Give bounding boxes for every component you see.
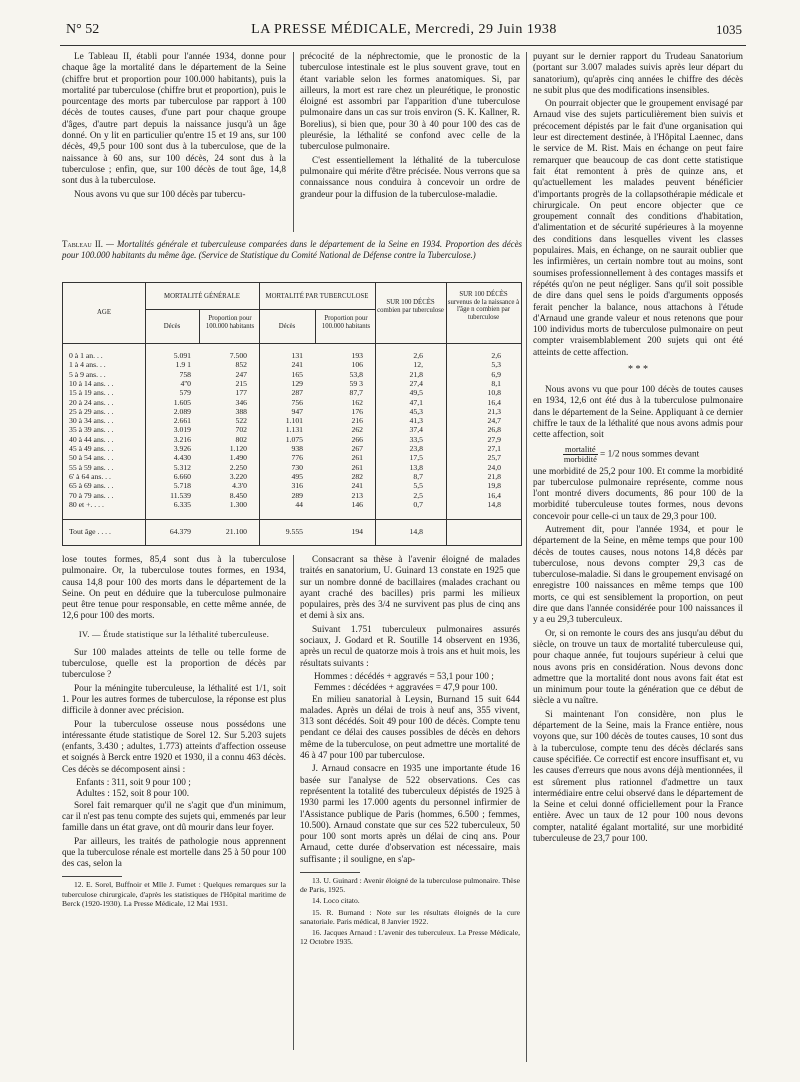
- table-cell: 1.605: [173, 397, 191, 407]
- footnote: 16. Jacques Arnaud : L'avenir des tuberculeux. La Presse Médicale, 12 Octobre 1935.: [300, 928, 520, 947]
- table-cell: 41,3: [409, 416, 423, 426]
- table-row: [63, 444, 521, 453]
- table-cell: 30 à 34 ans. . .: [69, 416, 114, 426]
- table-col-line: [315, 309, 316, 343]
- paragraph: Or, si on remonte le cours des ans jusqu'au début du siècle, on trouve un taux de mortalité tuberculeuse qui, pour chaque année, fut toujours supérieur à celui que nous avons pris en considération. Nous devons donc admettre que la mortalité dont nous avons fait état est un minimum pour toute la génération que ce début de siècle a vu naître.: [533, 628, 743, 707]
- table-cell: 49,5: [409, 388, 423, 398]
- list-item: Adultes : 152, soit 8 pour 100.: [76, 789, 190, 800]
- table-cell: 131: [291, 351, 303, 360]
- table-row: [63, 500, 521, 509]
- table-cell: 522: [235, 416, 247, 426]
- fraction-numerator: mortalité: [565, 443, 596, 454]
- column-1-bottom: [62, 555, 286, 910]
- table-cell: 106: [351, 360, 363, 370]
- table-cell: 316: [291, 481, 303, 491]
- table-row: [63, 491, 521, 500]
- paragraph: Suivant 1.751 tuberculeux pulmonaires assurés sociaux, J. Godard et R. Soutille 14 observent en 1936, après un recul de quatorze mois à trois ans et huit mois, les résultats suivants :: [300, 624, 520, 669]
- table-cell: 44: [295, 499, 303, 509]
- head-general: MORTALITÉ GÉNÉRALE: [164, 293, 240, 300]
- table-cell: 53,8: [349, 369, 363, 379]
- table-cell: 289: [291, 490, 303, 500]
- head-sur100: SUR 100 DÉCÈS combien par tuberculose: [377, 299, 444, 314]
- table-cell: 1.9 1: [175, 360, 191, 370]
- head-age: AGE: [97, 309, 111, 316]
- table-cell: 938: [291, 444, 303, 453]
- table-cell: 241: [351, 481, 363, 491]
- table-cell: 19,8: [487, 481, 501, 491]
- table-cell: 802: [235, 434, 247, 444]
- table-cell: 16,4: [487, 490, 501, 500]
- table-cell: 194: [351, 527, 363, 536]
- table-cell: 2,6: [491, 351, 501, 360]
- table-cell: 2,6: [413, 351, 423, 360]
- table-cell: 9.555: [285, 527, 303, 536]
- table-cell: 193: [351, 351, 363, 360]
- fraction: [563, 445, 598, 464]
- table-cell: 21,3: [487, 406, 501, 416]
- paragraph: Consacrant sa thèse à l'avenir éloigné de malades traités en sanatorium, U. Guinard 13 constate en 1925 que sur un nombre donné de bacillaires (malades crachant ou ayant craché des bacilles) pris parmi les milieux populaires, près des 3/4 ne survivent pas plus de cinq ans et demi à six ans.: [300, 555, 520, 622]
- table-row: [63, 360, 521, 369]
- paragraph: Autrement dit, pour l'année 1934, et pour le département de la Seine, en même temps que pour 100 décès de toutes causes, nous notons 14,8 décès par tuberculose, nous devons compter 29,3 cas de tuberculose-maladie. Si dans le groupement envisagé on enregistre 100 naissances en même temps que 100 morts, ce qui est sensiblement la proportion, on peut dire que dans l'année considérée pour 100 naissances il y a eu 29,3 tuberculeux.: [533, 524, 743, 626]
- table-cell: 55 à 59 ans. . .: [69, 462, 114, 472]
- footnote: 15. R. Burnand : Note sur les résultats éloignés de la cure sanatoriale. Paris médical, 8 Janvier 1922.: [300, 907, 520, 926]
- table-cell: 730: [291, 462, 303, 472]
- table-cell: 1 à 4 ans. . .: [69, 360, 106, 370]
- column-divider: [293, 555, 294, 1050]
- column-3: [533, 52, 743, 847]
- table-cell: 10 à 14 ans. . .: [69, 378, 114, 388]
- table-cell: 5.091: [173, 351, 191, 360]
- column-divider: [526, 52, 527, 1062]
- footnote: 14. Loco citato.: [312, 896, 360, 906]
- head-prop-tb: Proportion pour 100.000 habitants: [321, 315, 371, 330]
- table-cell: 50 à 54 ans. . .: [69, 453, 114, 463]
- table-cell: 17,5: [409, 453, 423, 463]
- table-cell: 267: [351, 444, 363, 453]
- table-cell: 215: [235, 378, 247, 388]
- paragraph: En milieu sanatorial à Leysin, Burnand 15 suit 644 malades. Après un délai de trois à neuf ans, 355 vivent, 313 sont décédés. Soit 49 pour 100 de décès. Compte tenu pendant ce délai des causes possibles de décès en dehors même de la tuberculose, on peut admettre une mortalité de 46 à 47 pour 100 par tuberculose.: [300, 694, 520, 762]
- paragraph: Sur 100 malades atteints de telle ou telle forme de tuberculose, quelle est la proportion de décès par tuberculose ?: [62, 647, 286, 681]
- caption-label: Tableau II.: [62, 239, 103, 249]
- table-cell: 947: [291, 406, 303, 416]
- table-row: [63, 453, 521, 462]
- head-sur100-cum: SUR 100 DÉCÈS survenus de la naissance à l'âge n combien par tuberculose: [447, 291, 520, 321]
- section-heading: IV. — Étude statistique sur la léthalité tuberculeuse.: [78, 629, 270, 639]
- header-rule: [60, 45, 746, 46]
- table-cell: 287: [291, 388, 303, 398]
- table-cell: 5,3: [491, 360, 501, 370]
- table-cell: 177: [235, 388, 247, 398]
- paragraph: Le Tableau II, établi pour l'année 1934, donne pour chaque âge la mortalité dans le département de la Seine (chiffre brut et proportion pour 100.000 habitants), puis la mortalité par tuberculose (chiffre brut et proportion), puis le pourcentage des morts par tuberculose par rapport à 100 décès de toutes causes, d'une part pour chaque groupe d'âges, d'autre part depuis la naissance jusqu'à un âge donné. On y lit en particulier qu'entre 15 et 19 ans, sur 100 décès, 49,5 pour 100 sont dus à la tuberculose, que de la naissance à 60 ans, sur 100 décès, 24 sont dus à la tuberculose ; enfin, que, sur 100 décès de tout âge, 14,8 sont dus à la tuberculose.: [62, 52, 286, 187]
- paragraph: lose toutes formes, 85,4 sont dus à la tuberculose pulmonaire. Or, la tuberculose toutes formes, en 1934, causa 14,8 pour 100 des morts dans le département de la Seine. On peut en déduire que la tuberculose pulmonaire peut être tenue pour responsable, en cette même année, de 12,6 pour 100 des morts.: [62, 555, 286, 622]
- table-cell: 87,7: [349, 388, 363, 398]
- table-cell: 13,8: [409, 462, 423, 472]
- table-cell: 3.220: [229, 471, 247, 481]
- table-cell: 6,9: [491, 369, 501, 379]
- table-cell: 14,8: [487, 499, 501, 509]
- table-cell: 8,7: [413, 471, 423, 481]
- table-cell: 776: [291, 453, 303, 463]
- column-divider: [293, 52, 294, 232]
- table-cell: 4''0: [180, 378, 191, 388]
- list-item: Femmes : décédées + aggravées = 47,9 pour 100.: [314, 683, 498, 694]
- table-cell: 1.101: [285, 416, 303, 426]
- table-cell: 162: [351, 397, 363, 407]
- table-cell: 80 et +. . . .: [69, 499, 104, 509]
- head-deces: Décès: [163, 323, 181, 330]
- table-cell: 6.660: [173, 471, 191, 481]
- table-cell: 216: [351, 416, 363, 426]
- head-tb: MORTALITÉ PAR TUBERCULOSE: [265, 293, 369, 300]
- table-cell: 0,7: [413, 499, 423, 509]
- table-cell: 37,4: [409, 425, 423, 435]
- table-cell: 25 à 29 ans. . .: [69, 406, 114, 416]
- table-cell: 12,: [413, 360, 423, 370]
- table-row: [63, 416, 521, 425]
- paragraph: Par ailleurs, les traités de pathologie nous apprennent que la tuberculose rénale est mortelle dans 25 à 50 pour 100 des cas, selon la: [62, 836, 286, 870]
- table-row: [63, 481, 521, 490]
- column-1-top: [62, 52, 286, 203]
- table-cell: 20 à 24 ans. . .: [69, 397, 114, 407]
- table-cell: 27,9: [487, 434, 501, 444]
- head-deces-tb: Décès: [278, 323, 296, 330]
- table-row: [63, 370, 521, 379]
- paragraph: Sorel fait remarquer qu'il ne s'agit que d'un minimum, car il n'est pas tenu compte des sujets qui, emmenés par leur famille dans un état grave, ont dû mourir dans leur foyer.: [62, 800, 286, 834]
- page-number: N° 52: [66, 22, 100, 37]
- table-cell: 1.490: [229, 453, 247, 463]
- table-cell: 5.312: [173, 462, 191, 472]
- table-cell: 26,8: [487, 425, 501, 435]
- table-row: [63, 351, 521, 360]
- formula-tail: nous sommes devant: [621, 449, 700, 460]
- table-cell: 23,8: [409, 444, 423, 453]
- table-cell: 756: [291, 397, 303, 407]
- list-item: Hommes : décédés + aggravés = 53,1 pour 100 ;: [314, 671, 494, 682]
- table-cell: 262: [351, 425, 363, 435]
- table-cell: 5.718: [173, 481, 191, 491]
- table-row: [63, 425, 521, 434]
- table-cell: 5,5: [413, 481, 423, 491]
- table-cell: 247: [235, 369, 247, 379]
- section-break-asterisks: * * *: [628, 364, 648, 376]
- table-cell: 8.450: [229, 490, 247, 500]
- table-cell: 27,1: [487, 444, 501, 453]
- table-cell: 1.120: [229, 444, 247, 453]
- table-cell: 3.019: [173, 425, 191, 435]
- footnote-rule: [300, 872, 360, 873]
- table-cell: 15 à 19 ans. . .: [69, 388, 114, 398]
- fraction-denominator: morbidité: [563, 453, 597, 464]
- table-cell: 6.335: [173, 499, 191, 509]
- table-cell: 25,7: [487, 453, 501, 463]
- table-cell: 1.300: [229, 499, 247, 509]
- table-cell: 24,0: [487, 462, 501, 472]
- paragraph: puyant sur le dernier rapport du Trudeau Sanatorium (portant sur 3.007 malades suivis après leur départ du sanatorium), qu'après cinq années le chiffre des décès ne subit plus que des modifications insensibles.: [533, 52, 743, 96]
- table-cell: 4.430: [173, 453, 191, 463]
- paragraph: Si maintenant l'on considère, non plus le département de la Seine, mais la France entière, nous voyons que, sur 100 décès de toutes causes, 10 sont dus à la tuberculose, compte tenu des décès déclarés sans cause spécifiée. Ce correctif est encore insuffisant et, vu les causes d'erreurs que nous avons déjà mentionnées, il est sûrement plus rationnel d'admettre un taux intermédiaire entre celui observé dans le département de la Seine et celui donné officiellement pour la France entière. Avec un taux de 12 pour 100 nous devons compter, natalité égalant mortalité, sur une morbidité tuberculeuse de 23,7 pour 100.: [533, 709, 743, 844]
- table-total-line: [63, 519, 521, 520]
- table-cell: 241: [291, 360, 303, 370]
- table-row: [63, 463, 521, 472]
- paragraph: précocité de la néphrectomie, que le pronostic de la tuberculose intestinale est le plus souvent grave, tout en étant variable selon les formes anatomiques. Si, par ailleurs, la mort est rare chez un pleurétique, le pronostic éloigné est assombri par l'apparition d'une tuberculose pulmonaire dans un cas sur trois environ (S. K. Kallner, R. Borelius), si bien que, pour 30 à 40 pour 100 des cas de pleurésie, la léthalité se confond avec celle de la tuberculose pulmonaire.: [300, 52, 520, 153]
- table-cell: 2.250: [229, 462, 247, 472]
- table-caption: [62, 239, 522, 260]
- table-cell: 24,7: [487, 416, 501, 426]
- table-cell: 45,3: [409, 406, 423, 416]
- journal-title: LA PRESSE MÉDICALE, Mercredi, 29 Juin 1938: [251, 22, 557, 37]
- table-row: [63, 435, 521, 444]
- table-cell: 146: [351, 499, 363, 509]
- table-head-line: [63, 343, 521, 344]
- table-cell: 21,8: [487, 471, 501, 481]
- paragraph: une morbidité de 25,2 pour 100. Et comme la morbidité par tuberculose pulmonaire représente, comme nous l'ont montré divers documents, 86 pour 100 de la morbidité tuberculeuse toutes formes, nous devons concevoir pour celle-ci un taux de 29,3 pour 100.: [533, 466, 743, 522]
- table-cell: 346: [235, 397, 247, 407]
- table-cell: 10,8: [487, 388, 501, 398]
- table-cell: 6' à 64 ans. . .: [69, 471, 111, 481]
- table-cell: 21,8: [409, 369, 423, 379]
- table-cell: 35 à 39 ans. . .: [69, 425, 114, 435]
- table-head-line: [145, 309, 375, 310]
- table-cell: 45 à 49 ans. . .: [69, 444, 114, 453]
- footnote: 12. E. Sorel, Buffnoir et Mlle J. Fumet : Quelques remarques sur la tuberculose chirurgicale, d'après les statistiques de l'Hôpital maritime de Berck (1920-1930). La Presse Médicale, 12 Mai 1931.: [62, 880, 286, 908]
- table-row: [63, 379, 521, 388]
- caption-text: — Mortalités générale et tuberculeuse comparées dans le département de la Seine en 1934. Proportion des décès pour 100.000 habitants du même âge. (Service de Statistique du Comité National de Défense contre la Tuberculose.): [62, 239, 522, 260]
- table-cell: 21.100: [225, 527, 247, 536]
- table-cell: 33,5: [409, 434, 423, 444]
- table-cell: 261: [351, 462, 363, 472]
- table-cell: 3.926: [173, 444, 191, 453]
- head-prop: Proportion pour 100.000 habitants: [205, 315, 255, 330]
- table-cell: 852: [235, 360, 247, 370]
- mortality-table: [62, 282, 522, 546]
- table-col-line: [199, 309, 200, 343]
- formula: [563, 445, 743, 464]
- table-cell: 282: [351, 471, 363, 481]
- table-cell: 702: [235, 425, 247, 435]
- table-cell: 213: [351, 490, 363, 500]
- paragraph: Pour la méningite tuberculeuse, la léthalité est 1/1, soit 1. Pour les autres formes de tuberculose, la réponse est plus difficile à donner avec précision.: [62, 683, 286, 717]
- table-cell: 70 à 79 ans. . .: [69, 490, 114, 500]
- page-header: [66, 22, 742, 42]
- paragraph: Pour la tuberculose osseuse nous possédons une intéressante étude statistique de Sorel 12. Sur 5.203 sujets (enfants, 3.430 ; adultes, 1.773) atteints d'affection osseuse et soignés à Berck entre 1920 et 1930, il a connu 463 décès. Ces décès se décomposent ainsi :: [62, 719, 286, 775]
- table-cell: 64.379: [169, 527, 191, 536]
- table-cell: 5 à 9 ans. . .: [69, 369, 106, 379]
- table-cell: 0 à 1 an. . .: [69, 351, 103, 360]
- paragraph: Nous avons vu que pour 100 décès de toutes causes en 1934, 12,6 ont été dus à la tuberculose pulmonaire dans le département de la Seine. Appliquant à ce dernier chiffre le taux de la léthalité que nous avons admis pour cette affection, soit: [533, 385, 743, 441]
- table-total-row: [63, 527, 521, 536]
- table-cell: 2,5: [413, 490, 423, 500]
- table-cell: 1.131: [285, 425, 303, 435]
- table-cell: 59 3: [349, 378, 363, 388]
- table-cell: 7.500: [229, 351, 247, 360]
- table-cell: 758: [179, 369, 191, 379]
- footnote: 13. U. Guinard : Avenir éloigné de la tuberculose pulmonaire. Thèse de Paris, 1925.: [300, 876, 520, 895]
- table-cell: Tout âge . . . .: [69, 527, 111, 536]
- table-cell: 2.089: [173, 406, 191, 416]
- table-cell: 65 à 69 ans. . .: [69, 481, 114, 491]
- table-row: [63, 407, 521, 416]
- folio: 1035: [716, 22, 742, 37]
- table-cell: 11.539: [170, 490, 191, 500]
- paragraph: Nous avons vu que sur 100 décès par tubercu-: [74, 189, 246, 200]
- table-cell: 16,4: [487, 397, 501, 407]
- paragraph: J. Arnaud consacre en 1935 une importante étude 16 basée sur l'analyse de 522 observations. Ces cas représentent la totalité des tuberculeux dépistés de 1925 à 1930 parmi les 17.000 agents du personnel infirmier de l'Assistance publique de Paris (hommes, 6.500 ; femmes, 10.500). Arnaud constate que sur ces 522 tuberculeux, 50 pour 100 sont morts après un délai de cinq ans. Pour Arnaud, cette durée d'observation est nécessaire, mais suffisante ; il souligne, en s'ap-: [300, 764, 520, 865]
- table-cell: 176: [351, 406, 363, 416]
- table-cell: 2.661: [173, 416, 191, 426]
- table-cell: 4.3'0: [232, 481, 247, 491]
- list-item: Enfants : 311, soit 9 pour 100 ;: [76, 778, 191, 789]
- table-row: [63, 472, 521, 481]
- table-cell: 266: [351, 434, 363, 444]
- column-2-top: [300, 52, 520, 203]
- table-cell: 27,4: [409, 378, 423, 388]
- table-cell: 165: [291, 369, 303, 379]
- table-cell: 8,1: [491, 378, 501, 388]
- table-cell: 14,8: [409, 527, 423, 536]
- table-cell: 47,1: [409, 397, 423, 407]
- table-cell: 3.216: [173, 434, 191, 444]
- table-cell: 261: [351, 453, 363, 463]
- table-cell: 388: [235, 406, 247, 416]
- table-row: [63, 398, 521, 407]
- fraction-value: = 1/2: [600, 449, 620, 460]
- table-cell: 129: [291, 378, 303, 388]
- table-cell: 40 à 44 ans. . .: [69, 434, 114, 444]
- table-row: [63, 388, 521, 397]
- table-cell: 1.075: [285, 434, 303, 444]
- column-2-bottom: [300, 555, 520, 948]
- footnote-rule: [62, 876, 122, 877]
- table-cell: 579: [179, 388, 191, 398]
- paragraph: On pourrait objecter que le groupement envisagé par Arnaud vise des sujets particulièrement bien suivis et précocement dépistés par le fait d'une organisation qui leur est directement destinée, à l'Hôpital Laennec, dans le service de M. Rist. Mais en échange on peut faire remarquer que beaucoup de cas dont cette statistique fait état remontent à près de quinze ans, et qu'actuellement les malades peuvent bénéficier d'importants progrès de la collapsothérapie médicale et chirurgicale. On peut encore objecter que ce groupement connaît des conditions d'habitation, d'alimentation et de sécurité supérieures à la moyenne des conditions dans lesquelles vivent les classes populaires. Mais, en échange, on ne saurait oublier que les infirmières, un certain nombre tout au moins, sont soumises professionnellement à des contages massifs et répétés qu'on ne peut négliger. Sans qu'il soit possible de dire dans quel sens le poids d'arguments opposés ferait pencher la balance, nous attachons à l'étude d'Arnaud une grande valeur et nous retenons que pour 100 individus morts de tuberculose pulmonaire on peut compter vraisemblablement 200 sujets qui ont été atteints de cette affection.: [533, 99, 743, 358]
- table-cell: 495: [291, 471, 303, 481]
- paragraph: C'est essentiellement la léthalité de la tuberculose pulmonaire qui mérite d'être précisée. Nous verrons que sa connaissance nous conduira à concevoir un ordre de grandeur pour la diffusion de la tuberculose-maladie.: [300, 155, 520, 200]
